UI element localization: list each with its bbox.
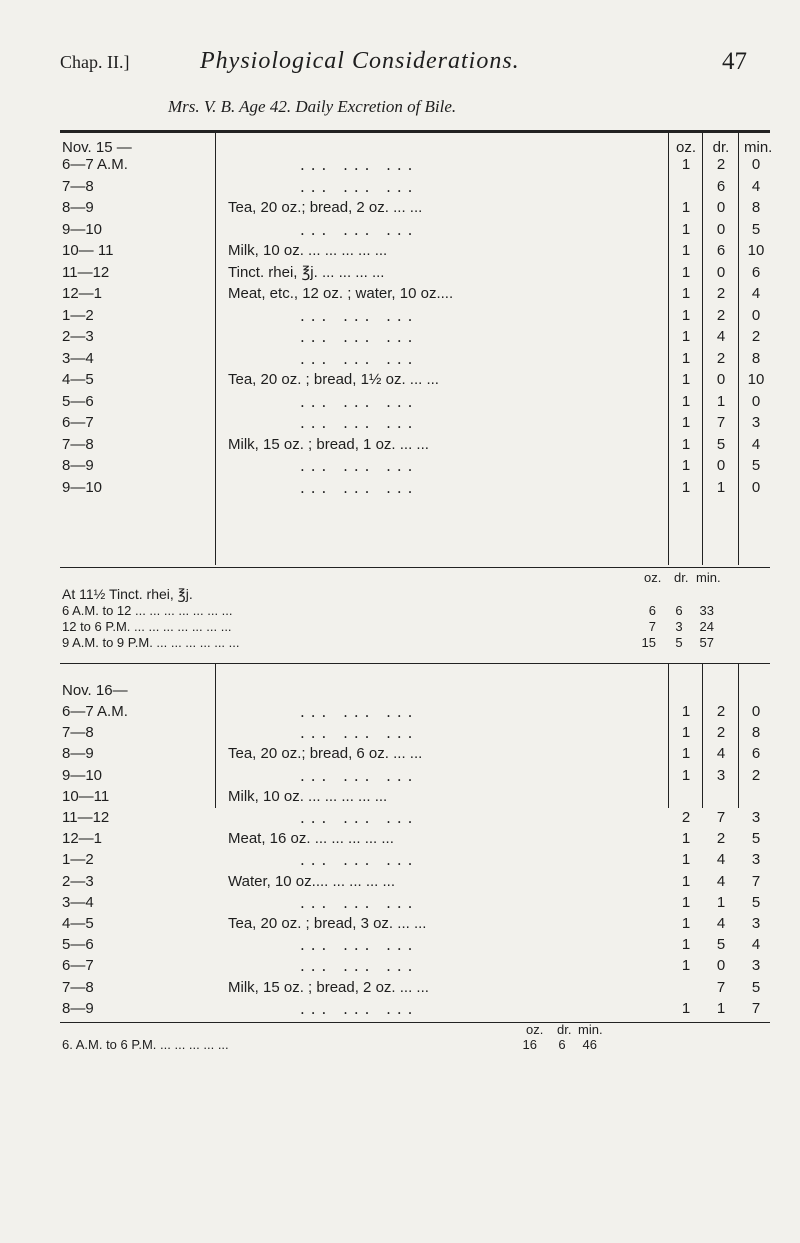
row-description: Tinct. rhei, ℥j. ... ... ... ... [228,263,385,281]
row-dr: 6 [716,242,726,259]
row-description: Milk, 15 oz. ; bread, 1 oz. ... ... [228,435,429,453]
table-row [0,219,800,241]
row-dr: 1 [716,392,726,410]
row-min: 7 [751,999,761,1017]
table-row [0,871,800,893]
table-row [0,305,800,327]
row-dr: 4 [716,851,726,869]
table-row [0,934,800,956]
row-min: 4 [751,936,761,954]
table-row [0,348,800,370]
row-oz: 1 [681,936,691,954]
row-dr: 2 [716,830,726,848]
row-oz: 1 [681,199,691,216]
table-row [0,849,800,871]
chapter-label: Chap. II.] [60,52,130,72]
row-leader-dots: ... ... ... [300,306,419,325]
row-time: 10—11 [62,787,110,805]
top-rule [60,130,770,133]
row-leader-dots: ... ... ... [300,957,419,976]
row-oz: 1 [681,328,691,345]
table-row [0,391,800,413]
row-oz: 1 [681,830,691,848]
row-oz: 1 [681,478,691,496]
col-head-dr: dr. [712,139,730,156]
row-min: 8 [751,199,761,216]
summary-min: 46 [582,1037,597,1052]
row-time: 12—1 [62,285,103,302]
row-description: Meat, 16 oz. ... ... ... ... ... [228,830,394,848]
row-leader-dots: ... ... ... [300,177,419,196]
top-rule [60,663,770,664]
row-description: Milk, 15 oz. ; bread, 2 oz. ... ... [228,978,429,996]
summary-oz: 6 [648,603,656,618]
summary-head-dr: dr. [557,1022,572,1037]
row-leader-dots: ... ... ... [300,349,419,368]
row-min: 2 [751,766,761,784]
table-row [0,828,800,850]
summary-line [62,619,722,635]
row-dr: 4 [716,872,726,890]
row-leader-dots: ... ... ... [300,156,419,174]
row-min: 3 [751,414,761,431]
row-time: 1—2 [62,851,94,869]
row-dr: 0 [716,957,726,975]
table-row [0,262,800,284]
row-oz: 1 [681,349,691,367]
row-time: 9—10 [62,766,103,784]
row-dr: 0 [716,263,726,281]
table-row [0,369,800,391]
page-number: 47 [722,48,747,75]
row-dr: 0 [716,371,726,388]
row-leader-dots: ... ... ... [300,220,419,239]
row-dr: 7 [716,978,726,996]
row-time: 8—9 [62,745,94,763]
table-row [0,765,800,787]
table-row [0,807,800,829]
row-oz: 1 [681,263,691,281]
row-min: 5 [751,830,761,848]
row-oz: 1 [681,999,691,1017]
summary-note: At 11½ Tinct. rhei, ℥j. [62,586,193,602]
row-time: 7—8 [62,724,94,742]
row-leader-dots: ... ... ... [300,766,419,785]
row-dr: 7 [716,414,726,431]
row-dr: 0 [716,457,726,474]
col-head-min: min. [744,139,773,156]
table-row [0,176,800,198]
row-description: Milk, 10 oz. ... ... ... ... ... [228,242,388,259]
row-oz: 1 [681,156,691,173]
row-time: 6—7 [62,957,94,975]
row-leader-dots: ... ... ... [300,809,419,827]
table-row [0,955,800,977]
row-dr: 2 [716,285,726,302]
row-leader-dots: ... ... ... [300,328,419,346]
table-row [0,434,800,456]
row-leader-dots: ... ... ... [300,851,419,870]
row-oz: 1 [681,957,691,975]
row-oz: 1 [681,435,691,453]
row-time: 10— 11 [62,242,114,259]
row-description: Tea, 20 oz. ; bread, 1½ oz. ... ... [228,371,439,388]
row-oz: 1 [681,745,691,763]
row-leader-dots: ... ... ... [300,724,419,743]
row-time: 11—12 [62,809,110,826]
table-row [0,326,800,348]
row-dr: 1 [716,478,726,496]
summary-dr: 5 [675,635,683,650]
row-min: 6 [751,263,761,281]
row-min: 4 [751,177,761,195]
row-time: 6—7 [62,414,94,431]
row-oz: 1 [681,703,691,720]
row-time: 3—4 [62,349,94,367]
row-dr: 2 [716,156,726,173]
table-row [0,786,800,808]
date-label: Nov. 15 — [62,139,132,156]
row-min: 8 [751,724,761,742]
row-min: 5 [751,457,761,474]
row-time: 5—6 [62,392,94,410]
row-min: 2 [751,328,761,345]
row-oz: 1 [681,285,691,302]
row-dr: 2 [716,724,726,742]
row-description: Water, 10 oz.... ... ... ... ... [228,872,395,890]
summary-line [62,1037,605,1053]
row-time: 7—8 [62,978,94,996]
summary-dr: 6 [558,1037,566,1052]
table-row [0,197,800,219]
row-oz: 1 [681,851,691,869]
table-subtitle: Mrs. V. B. Age 42. Daily Excretion of Bile. [168,97,457,116]
row-min: 5 [751,978,761,996]
row-time: 8—9 [62,199,94,216]
table-bottom-rule [60,1022,770,1023]
table-row [0,455,800,477]
summary-oz: 15 [641,635,656,650]
table-row [0,743,800,765]
row-min: 3 [751,957,761,975]
summary-label: 6 A.M. to 12 ... ... ... ... ... ... ... [62,603,233,618]
row-min: 5 [751,220,761,238]
row-dr: 2 [716,703,726,720]
row-time: 2—3 [62,872,94,890]
row-min: 3 [751,915,761,932]
row-min: 6 [751,745,761,763]
row-min: 4 [751,285,761,302]
summary-label: 6. A.M. to 6 P.M. ... ... ... ... ... [62,1037,229,1052]
row-leader-dots: ... ... ... [300,703,419,721]
row-dr: 2 [716,306,726,324]
row-leader-dots: ... ... ... [300,392,419,411]
summary-dr: 6 [675,603,683,618]
table-bottom-rule [60,567,770,568]
row-time: 6—7 A.M. [62,156,128,173]
row-min: 0 [751,392,761,410]
row-dr: 5 [716,936,726,954]
row-oz: 1 [681,220,691,238]
row-min: 10 [747,371,765,388]
table-row [0,701,800,723]
row-time: 11—12 [62,263,110,281]
table-row [0,240,800,262]
row-dr: 4 [716,745,726,763]
row-dr: 5 [716,435,726,453]
row-min: 0 [751,703,761,720]
row-description: Tea, 20 oz. ; bread, 3 oz. ... ... [228,915,427,932]
summary-min: 24 [699,619,714,634]
summary-label: 9 A.M. to 9 P.M. ... ... ... ... ... ... [62,635,240,650]
summary-label: 12 to 6 P.M. ... ... ... ... ... ... ... [62,619,232,634]
row-time: 1—2 [62,306,94,324]
table-row [0,283,800,305]
table-row [0,892,800,914]
summary-dr: 3 [675,619,683,634]
date-row [0,680,800,702]
row-dr: 2 [716,349,726,367]
row-leader-dots: ... ... ... [300,999,419,1018]
col-head-oz: oz. [676,139,697,156]
summary-min: 57 [699,635,714,650]
row-min: 0 [751,306,761,324]
row-time: 3—4 [62,893,94,911]
row-dr: 7 [716,809,726,826]
summary-head-min: min. [578,1022,603,1037]
row-leader-dots: ... ... ... [300,893,419,912]
summary-oz: 7 [648,619,656,634]
row-description: Tea, 20 oz.; bread, 6 oz. ... ... [228,745,423,763]
row-dr: 6 [716,177,726,195]
row-dr: 1 [716,999,726,1017]
row-min: 8 [751,349,761,367]
row-time: 8—9 [62,999,94,1017]
row-oz: 1 [681,392,691,410]
table-row [0,998,800,1020]
row-leader-dots: ... ... ... [300,457,419,475]
table-row [0,412,800,434]
row-oz: 1 [681,893,691,911]
row-time: 9—10 [62,478,103,496]
summary-oz: 16 [522,1037,537,1052]
row-time: 6—7 A.M. [62,703,128,720]
row-time: 7—8 [62,435,94,453]
row-description: Tea, 20 oz.; bread, 2 oz. ... ... [228,199,423,216]
table-row [0,722,800,744]
row-description: Milk, 10 oz. ... ... ... ... ... [228,787,388,805]
table-row [0,154,800,176]
summary-head-dr: dr. [674,570,689,585]
row-min: 7 [751,872,761,890]
row-time: 4—5 [62,371,94,388]
row-oz: 1 [681,414,691,431]
row-min: 3 [751,809,761,826]
row-dr: 0 [716,220,726,238]
row-min: 4 [751,435,761,453]
row-leader-dots: ... ... ... [300,936,419,955]
row-oz: 1 [681,724,691,742]
row-dr: 3 [716,766,726,784]
row-dr: 0 [716,199,726,216]
row-oz: 1 [681,371,691,388]
row-time: 7—8 [62,177,94,195]
row-oz: 1 [681,306,691,324]
row-min: 3 [751,851,761,869]
row-min: 0 [751,478,761,496]
row-oz: 1 [681,457,691,474]
row-dr: 1 [716,893,726,911]
row-description: Meat, etc., 12 oz. ; water, 10 oz.... [228,285,454,302]
summary-head-oz: oz. [644,570,662,585]
row-oz: 1 [681,242,691,259]
row-time: 8—9 [62,457,94,474]
row-min: 0 [751,156,761,173]
row-min: 10 [747,242,765,259]
row-time: 4—5 [62,915,94,932]
summary-line [62,603,722,619]
row-time: 2—3 [62,328,94,345]
row-time: 5—6 [62,936,94,954]
row-dr: 4 [716,915,726,932]
row-leader-dots: ... ... ... [300,478,419,497]
table-row [0,477,800,499]
row-oz: 1 [681,766,691,784]
row-time: 9—10 [62,220,103,238]
row-leader-dots: ... ... ... [300,414,419,432]
table-row [0,977,800,999]
date-label: Nov. 16— [62,682,128,699]
summary-head-oz: oz. [526,1022,544,1037]
running-title: Physiological Considerations. [200,48,520,74]
row-min: 5 [751,893,761,911]
row-dr: 4 [716,328,726,345]
row-time: 12—1 [62,830,103,848]
summary-line [62,635,722,651]
summary-min: 33 [699,603,714,618]
table-row [0,913,800,935]
row-oz: 1 [681,915,691,932]
summary-head-min: min. [696,570,721,585]
row-oz: 1 [681,872,691,890]
row-oz: 2 [681,809,691,826]
